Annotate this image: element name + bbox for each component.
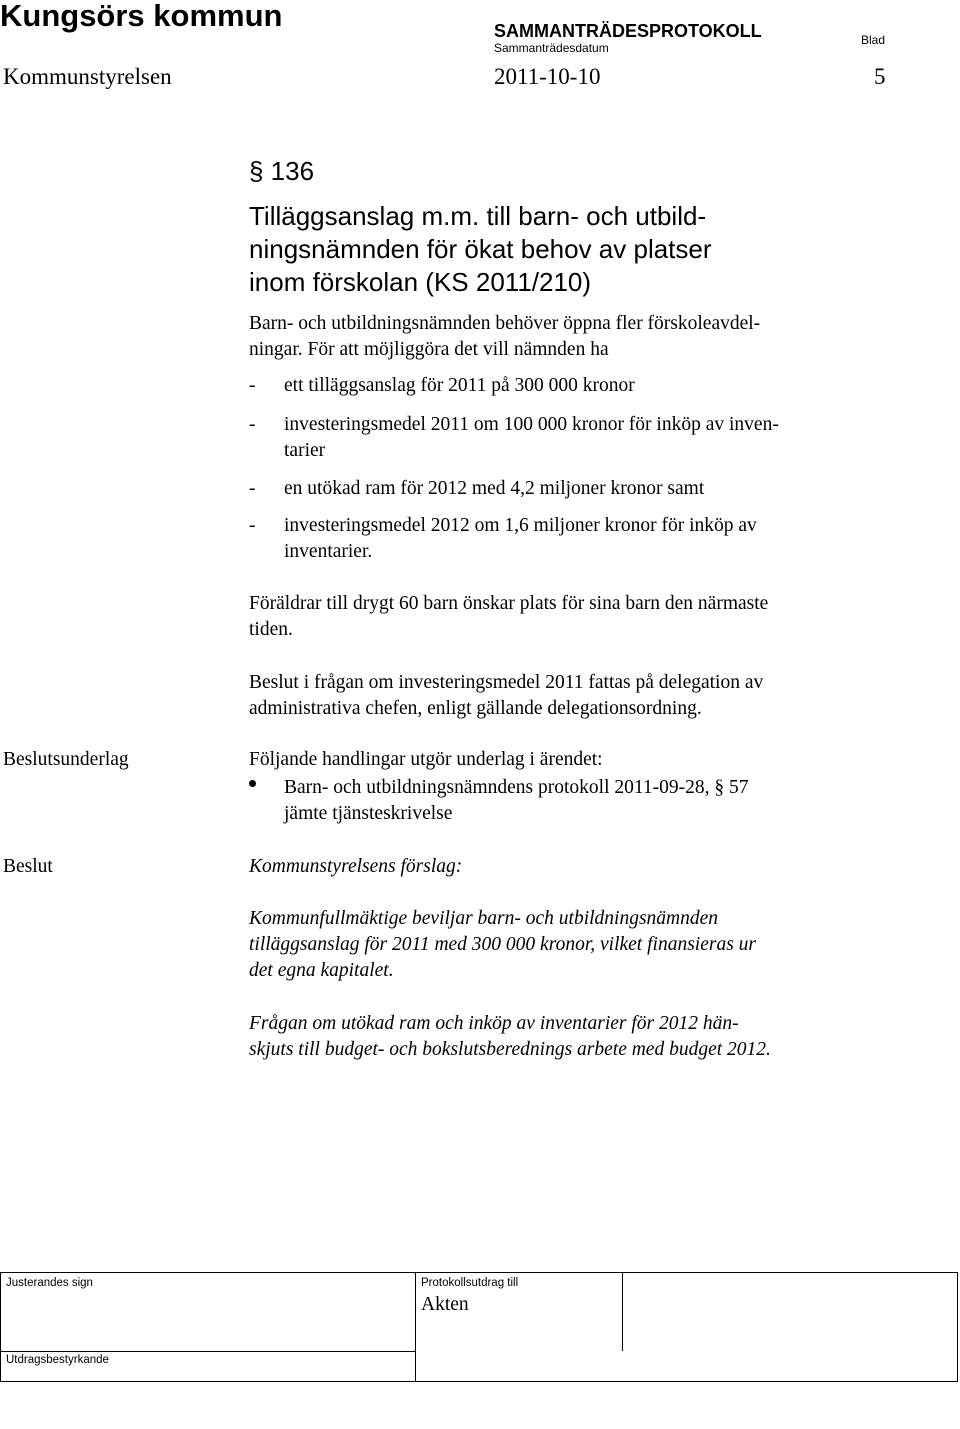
organization-name: Kungsörs kommun <box>0 0 283 33</box>
decision-side-label: Beslut <box>3 856 53 877</box>
parents-line: Föräldrar till drygt 60 barn önskar plats för sina barn den närmaste <box>249 593 769 614</box>
list-item: investeringsmedel 2011 om 100 000 kronor för inköp av inven- <box>284 414 779 435</box>
case-title-line: inom förskolan (KS 2011/210) <box>249 267 592 297</box>
page-number: 5 <box>874 64 886 89</box>
case-number: § 136 <box>249 156 315 186</box>
proposal-line: tilläggsanslag för 2011 med 300 000 kronor, vilket finansieras ur <box>249 934 756 955</box>
sheet-label: Blad <box>861 33 886 47</box>
list-item-continuation: tarier <box>284 440 326 461</box>
basis-side-label: Beslutsunderlag <box>3 749 129 770</box>
proposal-line: Frågan om utökad ram och inköp av inventarier för 2012 hän- <box>249 1013 739 1034</box>
meeting-date-label: Sammanträdesdatum <box>494 41 609 55</box>
delegation-line: administrativa chefen, enligt gällande delegationsordning. <box>249 698 702 719</box>
footer-divider <box>622 1272 623 1351</box>
basis-item-continuation: jämte tjänsteskrivelse <box>284 803 453 824</box>
delegation-line: Beslut i frågan om investeringsmedel 2011 fattas på delegation av <box>249 672 764 693</box>
list-item: en utökad ram för 2012 med 4,2 miljoner kronor samt <box>284 478 705 499</box>
parents-line: tiden. <box>249 619 293 640</box>
proposal-line: det egna kapitalet. <box>249 960 394 981</box>
list-item-continuation: inventarier. <box>284 541 373 562</box>
proposal-line: Kommunfullmäktige beviljar barn- och utbildningsnämnden <box>249 908 719 929</box>
extract-to-label: Protokollsutdrag till <box>421 1277 519 1289</box>
footer-divider <box>0 1351 415 1352</box>
list-dash: - <box>249 478 256 499</box>
list-dash: - <box>249 414 256 435</box>
intro-line: ningar. För att möjliggöra det vill nämnden ha <box>249 339 609 360</box>
intro-line: Barn- och utbildningsnämnden behöver öppna fler förskoleavdel- <box>249 313 761 334</box>
extract-to-value: Akten <box>421 1294 469 1315</box>
case-title-line: Tilläggsanslag m.m. till barn- och utbild- <box>249 201 707 231</box>
adjusters-sign-label: Justerandes sign <box>6 1277 93 1289</box>
proposal-line: skjuts till budget- och bokslutsberednings arbete med budget 2012. <box>249 1039 771 1060</box>
protocol-title: SAMMANTRÄDESPROTOKOLL <box>494 21 762 41</box>
case-title-line: ningsnämnden för ökat behov av platser <box>249 234 712 264</box>
basis-intro: Följande handlingar utgör underlag i ärendet: <box>249 749 603 770</box>
meeting-date: 2011-10-10 <box>494 64 601 89</box>
footer-divider <box>415 1272 416 1382</box>
body-name: Kommunstyrelsen <box>3 64 172 89</box>
bullet-icon <box>249 780 256 787</box>
list-item: investeringsmedel 2012 om 1,6 miljoner kronor för inköp av <box>284 515 757 536</box>
proposal-heading: Kommunstyrelsens förslag: <box>249 856 463 877</box>
certifier-label: Utdragsbestyrkande <box>6 1354 109 1366</box>
list-dash: - <box>249 515 256 536</box>
basis-item: Barn- och utbildningsnämndens protokoll 2011-09-28, § 57 <box>284 777 749 798</box>
list-item: ett tilläggsanslag för 2011 på 300 000 kronor <box>284 375 635 396</box>
list-dash: - <box>249 375 256 396</box>
